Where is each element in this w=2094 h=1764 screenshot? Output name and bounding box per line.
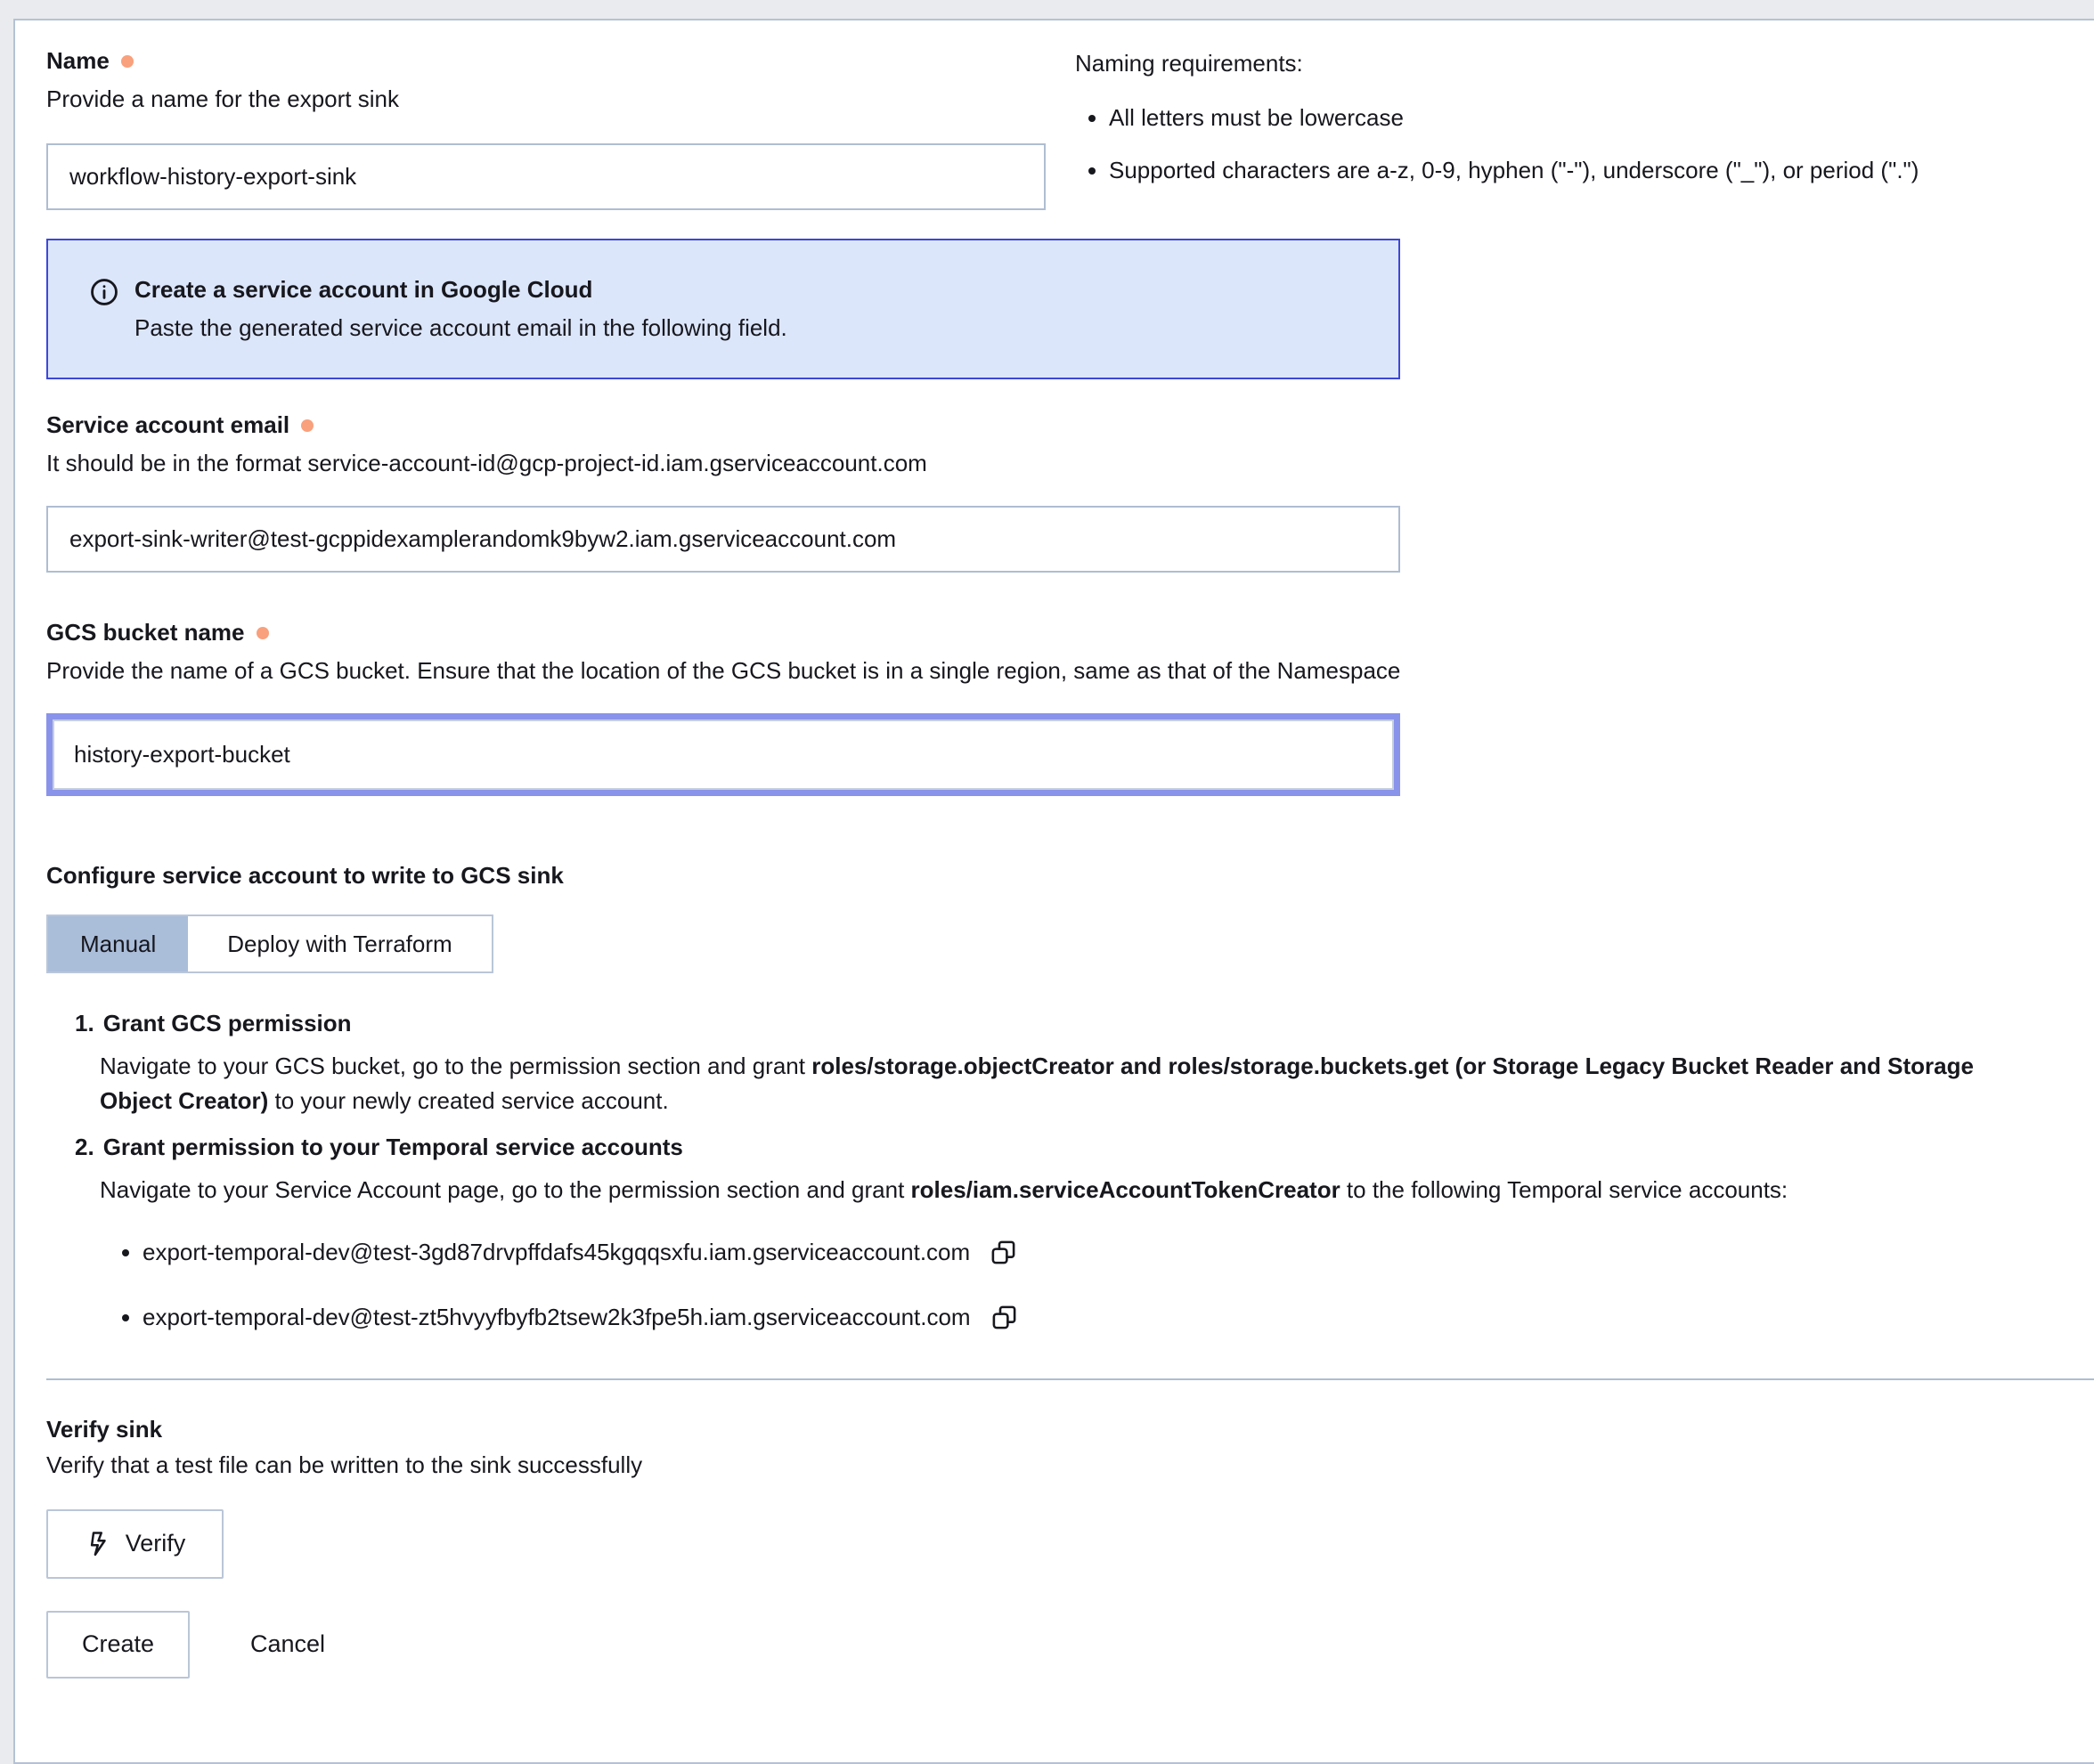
step-body-prefix: Navigate to your Service Account page, go to the permission section and grant [100,1175,911,1203]
required-dot-icon [301,419,314,432]
temporal-service-accounts-list [100,1232,2094,1337]
cancel-button-label: Cancel [250,1630,326,1658]
name-description: Provide a name for the export sink [46,85,399,113]
service-account-info-banner [46,239,1400,379]
name-and-requirements-row [46,47,2094,210]
name-input-wrap [46,143,1046,210]
form-actions [46,1611,2094,1679]
bucket-description: Provide the name of a GCS bucket. Ensure that the location of the GCS bucket is in a single region, same as that of the Namespace [46,657,1401,685]
configure-tabs [46,915,493,973]
name-field-group [46,47,1048,210]
service-account-label: Service account email [46,411,290,439]
tab-manual[interactable]: Manual [48,916,188,971]
temporal-service-account-item [143,1232,2094,1272]
service-account-field-group [46,411,2094,573]
step-body-prefix: Navigate to your GCS bucket, go to the permission section and grant [100,1052,812,1079]
name-input[interactable] [46,143,1046,210]
step-title: Grant GCS permission [102,1010,352,1036]
cancel-button[interactable] [250,1611,325,1679]
step-body [100,1049,2041,1118]
bucket-input-wrap [46,713,1400,796]
step-heading [75,1133,2094,1163]
naming-requirements [1075,47,2064,210]
info-banner-title: Create a service account in Google Cloud [134,275,593,303]
manual-steps [46,1009,2094,1337]
step-number: 1. [75,1010,94,1036]
step-body [100,1173,2041,1207]
configure-section-title: Configure service account to write to GCS sink [46,862,564,889]
bucket-name-input[interactable] [46,713,1400,796]
verify-button-label: Verify [125,1530,186,1557]
service-account-description: It should be in the format service-account-id@gcp-project-id.iam.gserviceaccount.com [46,450,927,477]
bucket-field-group [46,619,2094,796]
bucket-label-row [46,619,2094,646]
service-account-email-input[interactable] [46,506,1400,573]
step-body-roles: roles/storage.objectCreator and roles/storage.buckets.get (or Storage Legacy Bucket Reader and Storage Object Creator) [100,1052,1974,1114]
step-title: Grant permission to your Temporal service accounts [102,1133,683,1160]
step-body-suffix: to your newly created service account. [268,1086,669,1114]
info-banner-text [134,276,787,342]
section-divider [46,1378,2094,1380]
bucket-label: GCS bucket name [46,619,245,646]
step-grant-temporal-permission [75,1133,2094,1207]
naming-requirements-title: Naming requirements: [1075,50,1303,77]
create-button[interactable] [46,1611,190,1679]
info-circle-icon [89,277,119,312]
tab-deploy-with-terraform[interactable]: Deploy with Terraform [188,916,491,971]
copy-icon[interactable] [990,1239,1017,1269]
naming-requirements-list [1075,101,2064,188]
verify-button[interactable] [46,1509,224,1579]
export-sink-form-card [13,19,2094,1764]
lightning-bolt-icon [85,1531,111,1557]
step-number: 2. [75,1133,94,1160]
naming-requirement-item: • All letters must be lowercase [1109,101,2064,135]
name-label-row [46,47,1048,75]
verify-sink-description: Verify that a test file can be written to the sink successfully [46,1451,643,1478]
temporal-service-account-item [143,1297,2094,1337]
copy-icon[interactable] [990,1304,1018,1334]
service-account-input-wrap [46,506,1400,573]
step-body-roles: roles/iam.serviceAccountTokenCreator [910,1175,1340,1203]
name-label: Name [46,47,110,74]
required-dot-icon [121,55,134,68]
naming-requirement-item: • Supported characters are a-z, 0-9, hyphen ("-"), underscore ("_"), or period (".") [1109,153,2064,188]
required-dot-icon [257,627,269,639]
step-grant-gcs-permission [75,1009,2094,1118]
step-body-suffix: to the following Temporal service accounts: [1340,1175,1788,1203]
create-button-label: Create [81,1630,155,1658]
info-banner-description: Paste the generated service account email in the following field. [134,314,787,342]
verify-sink-title: Verify sink [46,1415,163,1443]
service-account-label-row [46,411,2094,439]
step-heading [75,1009,2094,1039]
temporal-service-account-email: export-temporal-dev@test-3gd87drvpffdafs45kgqqsxfu.iam.gserviceaccount.com [143,1238,971,1265]
temporal-service-account-email: export-temporal-dev@test-zt5hvyyfbyfb2tsew2k3fpe5h.iam.gserviceaccount.com [143,1303,971,1330]
